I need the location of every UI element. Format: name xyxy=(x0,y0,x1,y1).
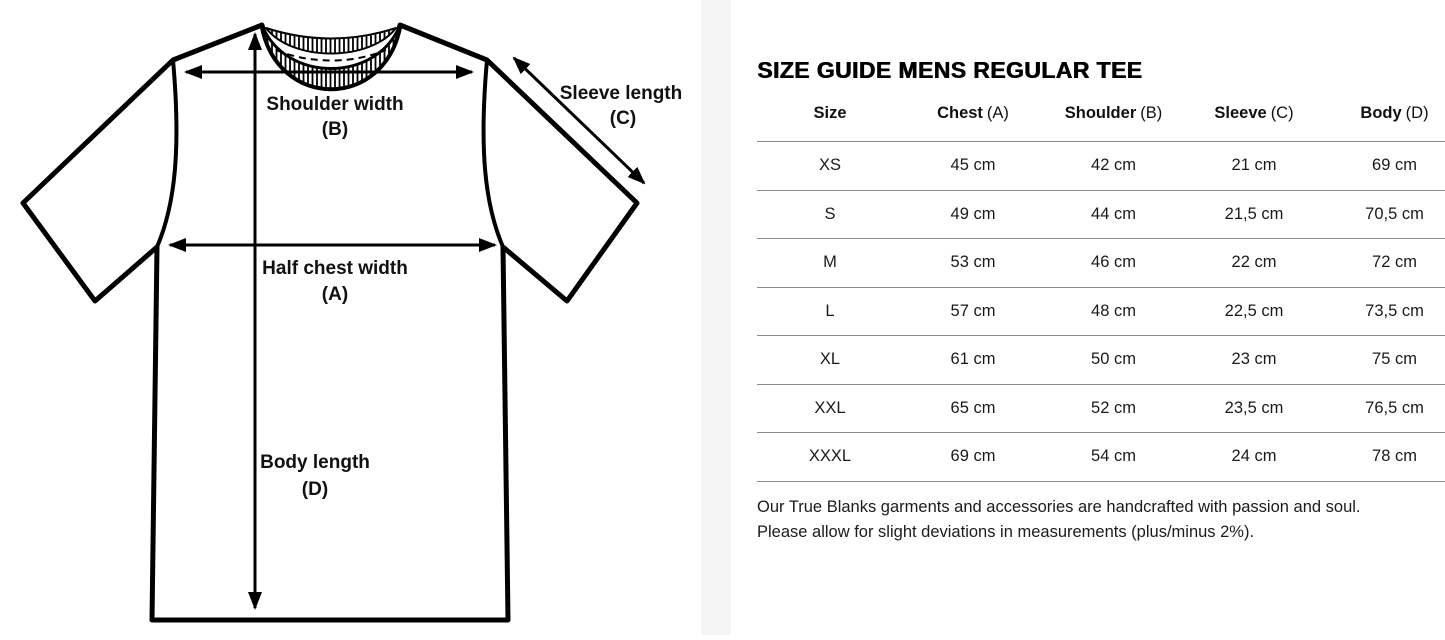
cell-sleeve: 22 cm xyxy=(1231,253,1277,272)
size-table-header-row xyxy=(757,86,1445,142)
column-header-body-label: Body xyxy=(1360,104,1402,122)
cell-shoulder: 42 cm xyxy=(1091,156,1136,175)
column-header-chest-code: (A) xyxy=(986,104,1009,122)
cell-body: 76,5 cm xyxy=(1365,398,1424,417)
table-row-l xyxy=(757,288,1445,337)
cell-body: 73,5 cm xyxy=(1365,301,1424,320)
size-guide-panel xyxy=(731,0,1445,635)
cell-body: 72 cm xyxy=(1372,253,1417,272)
cell-size: M xyxy=(823,253,837,272)
tshirt-diagram-panel xyxy=(0,0,701,635)
measurement-note-line1: Our True Blanks garments and accessories are handcrafted with passion and soul. xyxy=(757,497,1361,516)
column-header-shoulder-label: Shoulder xyxy=(1064,104,1137,122)
tshirt-diagram xyxy=(0,0,701,635)
collar-back-band xyxy=(266,28,396,54)
column-header-shoulder xyxy=(1043,104,1184,123)
cell-size: XXL xyxy=(814,398,846,417)
half-chest-width-code: (A) xyxy=(321,284,349,305)
measurement-note xyxy=(757,495,1445,545)
cell-sleeve: 21,5 cm xyxy=(1224,204,1284,223)
cell-shoulder: 46 cm xyxy=(1091,253,1136,272)
cell-chest: 65 cm xyxy=(950,398,996,417)
half-chest-width-label: Half chest width xyxy=(262,258,408,279)
table-row-xxl xyxy=(757,385,1445,434)
cell-size: XL xyxy=(819,350,841,369)
table-row-s xyxy=(757,191,1445,240)
table-row-xxxl xyxy=(757,433,1445,482)
cell-sleeve: 23,5 cm xyxy=(1224,398,1284,417)
sleeve-length-label: Sleeve length xyxy=(559,83,683,104)
column-header-size xyxy=(757,104,903,123)
cell-chest: 53 cm xyxy=(950,253,996,272)
shoulder-width-label: Shoulder width xyxy=(266,94,404,115)
column-header-sleeve-label: Sleeve xyxy=(1214,104,1267,122)
cell-body: 75 cm xyxy=(1372,350,1417,369)
table-row-xs xyxy=(757,142,1445,191)
cell-shoulder: 50 cm xyxy=(1091,350,1136,369)
panel-divider xyxy=(701,0,731,635)
cell-shoulder: 52 cm xyxy=(1091,398,1136,417)
cell-body: 78 cm xyxy=(1372,447,1417,466)
column-header-sleeve-code: (C) xyxy=(1270,104,1294,122)
cell-size: L xyxy=(825,301,835,320)
cell-sleeve: 21 cm xyxy=(1231,156,1277,175)
size-table xyxy=(757,86,1445,482)
cell-chest: 45 cm xyxy=(950,156,996,175)
cell-chest: 57 cm xyxy=(950,301,996,320)
cell-sleeve: 24 cm xyxy=(1231,447,1277,466)
cell-size: S xyxy=(824,204,836,223)
cell-chest: 49 cm xyxy=(950,204,996,223)
shoulder-width-code: (B) xyxy=(321,119,349,140)
body-length-label: Body length xyxy=(260,452,370,473)
cell-sleeve: 22,5 cm xyxy=(1224,301,1284,320)
cell-shoulder: 44 cm xyxy=(1091,204,1136,223)
cell-chest: 61 cm xyxy=(950,350,996,369)
column-header-chest xyxy=(903,104,1043,123)
column-header-chest-label: Chest xyxy=(937,104,983,122)
cell-shoulder: 48 cm xyxy=(1091,301,1136,320)
column-header-size-label: Size xyxy=(813,104,847,122)
column-header-shoulder-code: (B) xyxy=(1140,104,1163,122)
size-guide-title: SIZE GUIDE MENS REGULAR TEE xyxy=(757,57,1143,83)
column-header-body-code: (D) xyxy=(1405,104,1429,122)
sleeve-length-code: (C) xyxy=(609,108,637,129)
cell-body: 69 cm xyxy=(1372,156,1417,175)
cell-chest: 69 cm xyxy=(950,447,996,466)
cell-size: XXXL xyxy=(808,447,852,466)
cell-body: 70,5 cm xyxy=(1365,204,1424,223)
column-header-body xyxy=(1324,104,1445,123)
cell-sleeve: 23 cm xyxy=(1231,350,1277,369)
cell-size: XS xyxy=(818,156,841,175)
body-length-code: (D) xyxy=(301,479,329,500)
table-row-xl xyxy=(757,336,1445,385)
table-row-m xyxy=(757,239,1445,288)
cell-shoulder: 54 cm xyxy=(1091,447,1136,466)
measurement-note-line2: Please allow for slight deviations in measurements (plus/minus 2%). xyxy=(757,522,1255,541)
column-header-sleeve xyxy=(1184,104,1324,123)
